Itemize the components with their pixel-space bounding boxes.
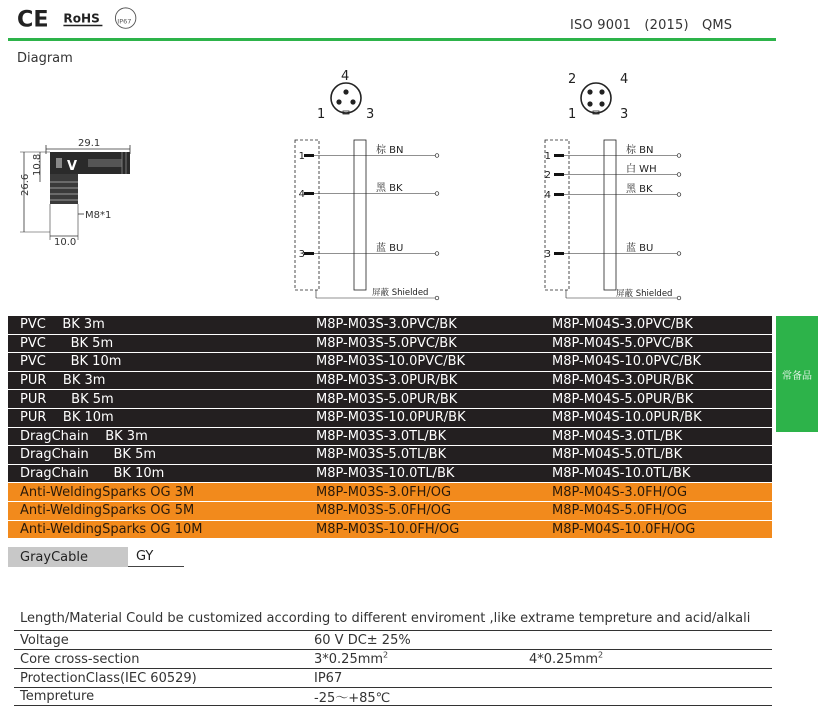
dim-logo-glyph: V <box>67 159 78 174</box>
part-number-4pin: M8P-M04S-10.0PVC/BK <box>552 354 702 370</box>
spec-label <box>14 652 314 667</box>
wire-pin-number: 1 <box>544 151 551 162</box>
product-description: PVC BK 10m <box>20 354 122 370</box>
part-number-4pin: M8P-M04S-10.0FH/OG <box>552 521 696 537</box>
unit-exponent: 2 <box>598 650 604 660</box>
part-number-4pin: M8P-M04S-5.0TL/BK <box>552 447 683 463</box>
connector-4pin-face <box>560 68 640 124</box>
pin-label: 4 <box>341 69 350 84</box>
product-row <box>8 390 772 409</box>
header-divider <box>8 38 776 41</box>
part-number-3pin: M8P-M03S-3.0TL/BK <box>316 428 447 444</box>
spec-label <box>14 633 314 648</box>
shield-label: 屏蔽 Shielded <box>372 288 429 298</box>
product-description: DragChain BK 10m <box>20 466 165 482</box>
part-number-4pin: M8P-M04S-3.0PUR/BK <box>552 373 694 389</box>
product-row <box>8 465 772 484</box>
part-number-3pin: M8P-M03S-3.0PVC/BK <box>316 317 457 333</box>
wire-color-label: 棕 BN <box>626 145 654 156</box>
spec-row <box>14 687 772 706</box>
spec-value <box>314 671 529 686</box>
part-number-4pin: M8P-M04S-5.0FH/OG <box>552 503 688 519</box>
ce-mark: CE <box>17 6 49 32</box>
part-number-4pin: M8P-M04S-3.0TL/BK <box>552 428 683 444</box>
spec-row <box>14 649 772 668</box>
product-row <box>8 446 772 465</box>
part-number-3pin: M8P-M03S-3.0FH/OG <box>316 484 452 500</box>
dim-base: 10.0 <box>54 237 77 248</box>
customization-note: Length/Material Could be customized according to different enviroment ,like extrame tempreture and acid/alkali <box>20 611 751 626</box>
part-number-4pin: M8P-M04S-10.0TL/BK <box>552 466 691 482</box>
wire-pin-number: 2 <box>544 170 551 181</box>
product-table <box>8 316 772 539</box>
spec-value-4pin <box>529 652 772 667</box>
pin-label: 2 <box>568 72 577 87</box>
product-description: PUR BK 10m <box>20 410 114 426</box>
spec-value <box>314 687 529 706</box>
product-description: DragChain BK 3m <box>20 428 148 444</box>
diagram-label: Diagram <box>17 51 73 66</box>
part-number-3pin: M8P-M03S-5.0PVC/BK <box>316 335 457 351</box>
product-row <box>8 335 772 354</box>
spec-table <box>14 630 772 706</box>
product-row <box>8 502 772 521</box>
connector-3pin-face <box>310 68 390 124</box>
part-number-3pin: M8P-M03S-5.0FH/OG <box>316 503 452 519</box>
part-number-4pin: M8P-M04S-10.0PUR/BK <box>552 410 702 426</box>
wire-pin-number: 4 <box>298 189 305 200</box>
spec-label-text: Tempreture <box>20 689 95 704</box>
part-number-3pin: M8P-M03S-10.0PVC/BK <box>316 354 466 370</box>
dim-thread: M8*1 <box>85 210 112 221</box>
product-description: DragChain BK 5m <box>20 447 157 463</box>
rohs-mark: RoHS <box>63 11 100 26</box>
pin-label: 1 <box>568 107 577 122</box>
gray-cable-label: GrayCable <box>8 547 128 567</box>
spec-label-text: Core cross-section <box>20 651 140 667</box>
dim-length: 29.1 <box>78 138 101 149</box>
pin-label: 3 <box>366 107 375 122</box>
wire-pin-number: 4 <box>544 190 551 201</box>
product-description: PUR BK 3m <box>20 373 106 389</box>
product-row <box>8 316 772 335</box>
spec-row <box>14 668 772 687</box>
product-row <box>8 409 772 428</box>
wire-pin-number: 3 <box>298 249 305 260</box>
stock-badge: 常备品 <box>776 316 818 432</box>
ip-mark: IP67 <box>117 17 132 26</box>
spec-label-text: ProtectionClass(IEC 60529) <box>20 670 197 686</box>
product-description: Anti-WeldingSparks OG 3M <box>20 484 195 500</box>
wiring-diagram-3pin <box>290 135 450 305</box>
shield-label: 屏蔽 Shielded <box>616 289 673 299</box>
spec-value-text: 3*0.25mm <box>314 651 384 667</box>
spec-value-text: -25～+85℃ <box>314 691 391 706</box>
part-number-3pin: M8P-M03S-10.0TL/BK <box>316 466 455 482</box>
part-number-3pin: M8P-M03S-5.0TL/BK <box>316 447 447 463</box>
product-description: Anti-WeldingSparks OG 5M <box>20 503 195 519</box>
iso-certification: ISO 9001 (2015) QMS <box>570 18 733 33</box>
wiring-diagram-4pin <box>540 135 700 305</box>
spec-value <box>314 633 529 648</box>
product-description: PVC BK 5m <box>20 335 114 351</box>
spec-value-4pin-text: 4*0.25mm <box>529 651 599 667</box>
part-number-3pin: M8P-M03S-10.0FH/OG <box>316 521 460 537</box>
product-row <box>8 372 772 391</box>
wire-pin-number: 3 <box>544 249 551 260</box>
dimension-drawing <box>10 132 155 248</box>
product-row <box>8 521 772 540</box>
spec-value-text: IP67 <box>314 670 343 686</box>
dim-height: 26.6 <box>20 173 31 196</box>
spec-label <box>14 689 314 704</box>
spec-label-text: Voltage <box>20 632 69 648</box>
spec-value-text: 60 V DC± 25% <box>314 632 411 648</box>
product-row <box>8 428 772 447</box>
gray-cable-code: GY <box>128 547 184 567</box>
part-number-3pin: M8P-M03S-10.0PUR/BK <box>316 410 466 426</box>
wire-color-label: 蓝 BU <box>376 243 404 254</box>
certification-logos <box>12 6 152 32</box>
unit-exponent: 2 <box>383 650 389 660</box>
product-description: Anti-WeldingSparks OG 10M <box>20 521 203 537</box>
spec-row <box>14 630 772 649</box>
product-row <box>8 483 772 502</box>
product-description: PUR BK 5m <box>20 391 114 407</box>
part-number-4pin: M8P-M04S-3.0PVC/BK <box>552 317 693 333</box>
part-number-4pin: M8P-M04S-5.0PUR/BK <box>552 391 694 407</box>
wire-pin-number: 1 <box>298 151 305 162</box>
spec-value <box>314 652 529 667</box>
wire-color-label: 白 WH <box>626 164 657 175</box>
wire-color-label: 蓝 BU <box>626 243 654 254</box>
part-number-3pin: M8P-M03S-3.0PUR/BK <box>316 373 458 389</box>
gray-cable-row <box>8 547 184 567</box>
pin-label: 1 <box>317 107 326 122</box>
product-row <box>8 353 772 372</box>
spec-label <box>14 671 314 686</box>
pin-label: 3 <box>620 107 629 122</box>
part-number-4pin: M8P-M04S-3.0FH/OG <box>552 484 688 500</box>
part-number-4pin: M8P-M04S-5.0PVC/BK <box>552 335 693 351</box>
pin-label: 4 <box>620 72 629 87</box>
product-description: PVC BK 3m <box>20 317 105 333</box>
wire-color-label: 棕 BN <box>376 145 404 156</box>
part-number-3pin: M8P-M03S-5.0PUR/BK <box>316 391 458 407</box>
wire-color-label: 黑 BK <box>626 184 653 195</box>
wire-color-label: 黑 BK <box>376 183 403 194</box>
dim-head: 10.8 <box>32 153 43 176</box>
